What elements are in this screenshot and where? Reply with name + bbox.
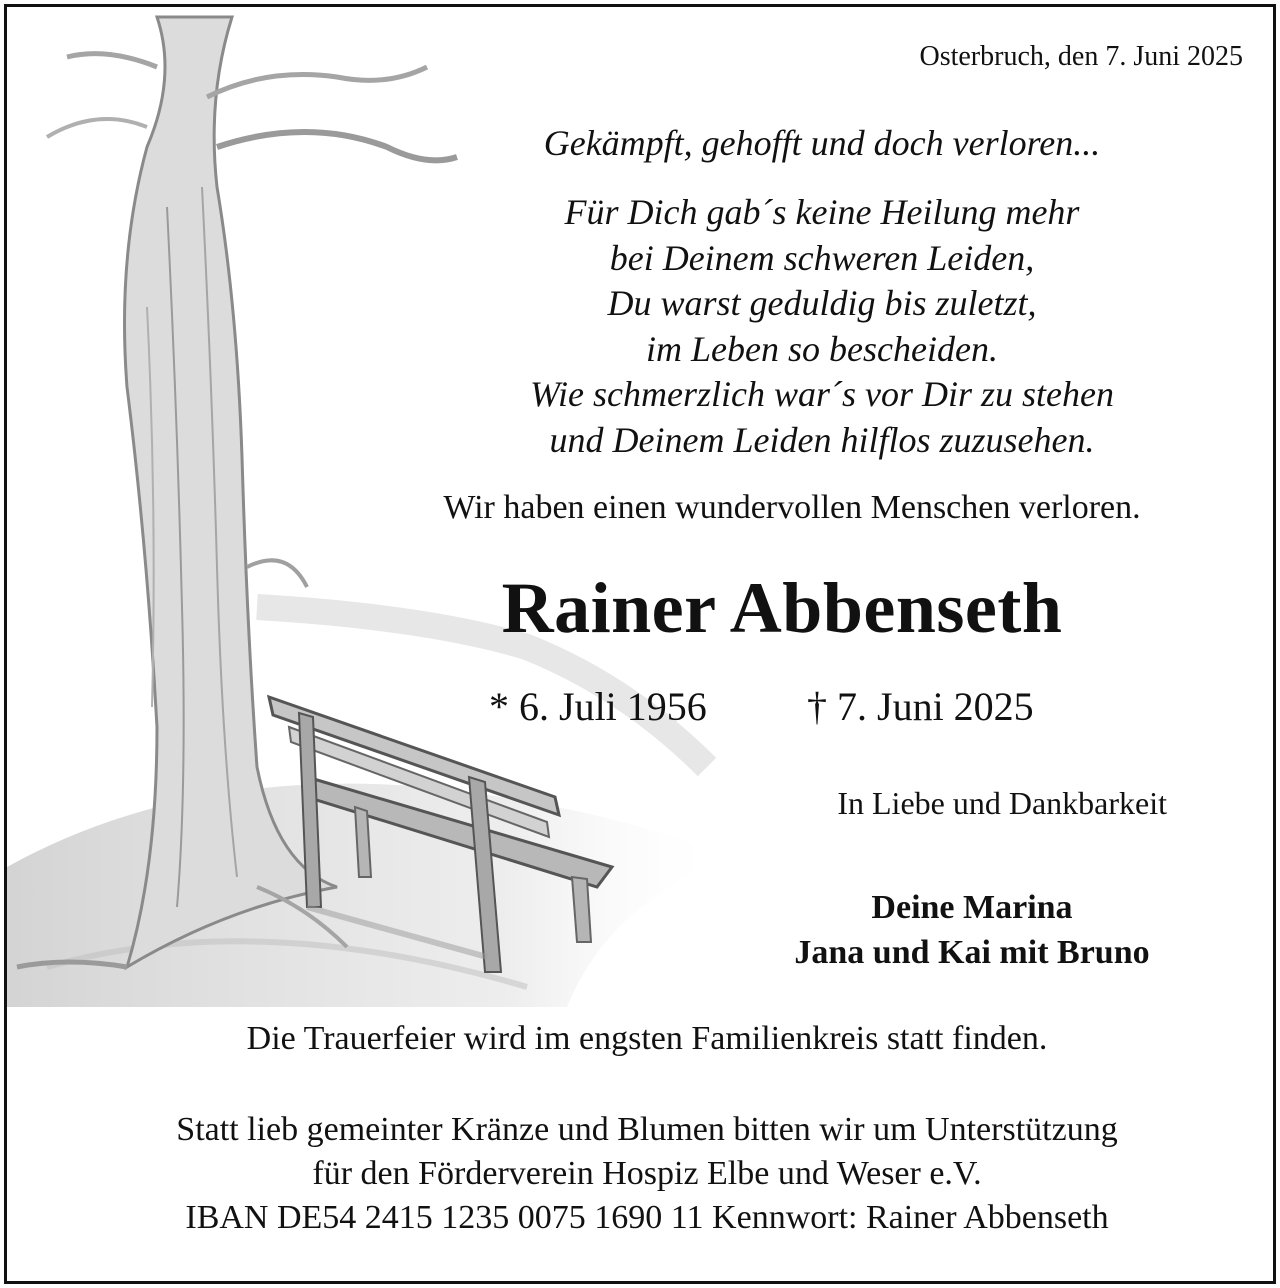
donation-line: IBAN DE54 2415 1235 0075 1690 11 Kennwort: Rainer Abbenseth — [185, 1199, 1109, 1236]
place-and-date: Osterbruch, den 7. Juni 2025 — [919, 41, 1243, 72]
poem-line: im Leben so bescheiden. — [646, 328, 998, 369]
donation-line: für den Förderverein Hospiz Elbe und Weser e.V. — [312, 1155, 982, 1192]
poem-line: Wie schmerzlich war´s vor Dir zu stehen — [530, 374, 1114, 414]
signatories — [747, 885, 1197, 975]
birth-date: * 6. Juli 1956 — [489, 684, 707, 729]
donation-note — [7, 1108, 1276, 1240]
loss-statement: Wir haben einen wundervollen Menschen verloren. — [443, 489, 1141, 526]
death-date: † 7. Juni 2025 — [807, 684, 1034, 729]
signatory: Deine Marina — [871, 889, 1073, 926]
obituary-notice — [4, 4, 1276, 1284]
poem — [407, 190, 1237, 463]
poem-line: Du warst geduldig bis zuletzt, — [607, 283, 1037, 323]
poem-line: Für Dich gab´s keine Heilung mehr — [564, 192, 1080, 232]
ceremony-note: Die Trauerfeier wird im engsten Familienkreis statt finden. — [246, 1020, 1048, 1057]
signatory: Jana und Kai mit Bruno — [794, 934, 1150, 971]
deceased-name: Rainer Abbenseth — [501, 568, 1063, 648]
poem-line: und Deinem Leiden hilflos zuzusehen. — [549, 419, 1095, 460]
thanks-line: In Liebe und Dankbarkeit — [837, 785, 1167, 821]
poem-line: bei Deinem schweren Leiden, — [609, 237, 1035, 278]
donation-line: Statt lieb gemeinter Kränze und Blumen bitten wir um Unterstützung — [176, 1111, 1118, 1148]
poem-title: Gekämpft, gehofft und doch verloren... — [543, 123, 1101, 163]
